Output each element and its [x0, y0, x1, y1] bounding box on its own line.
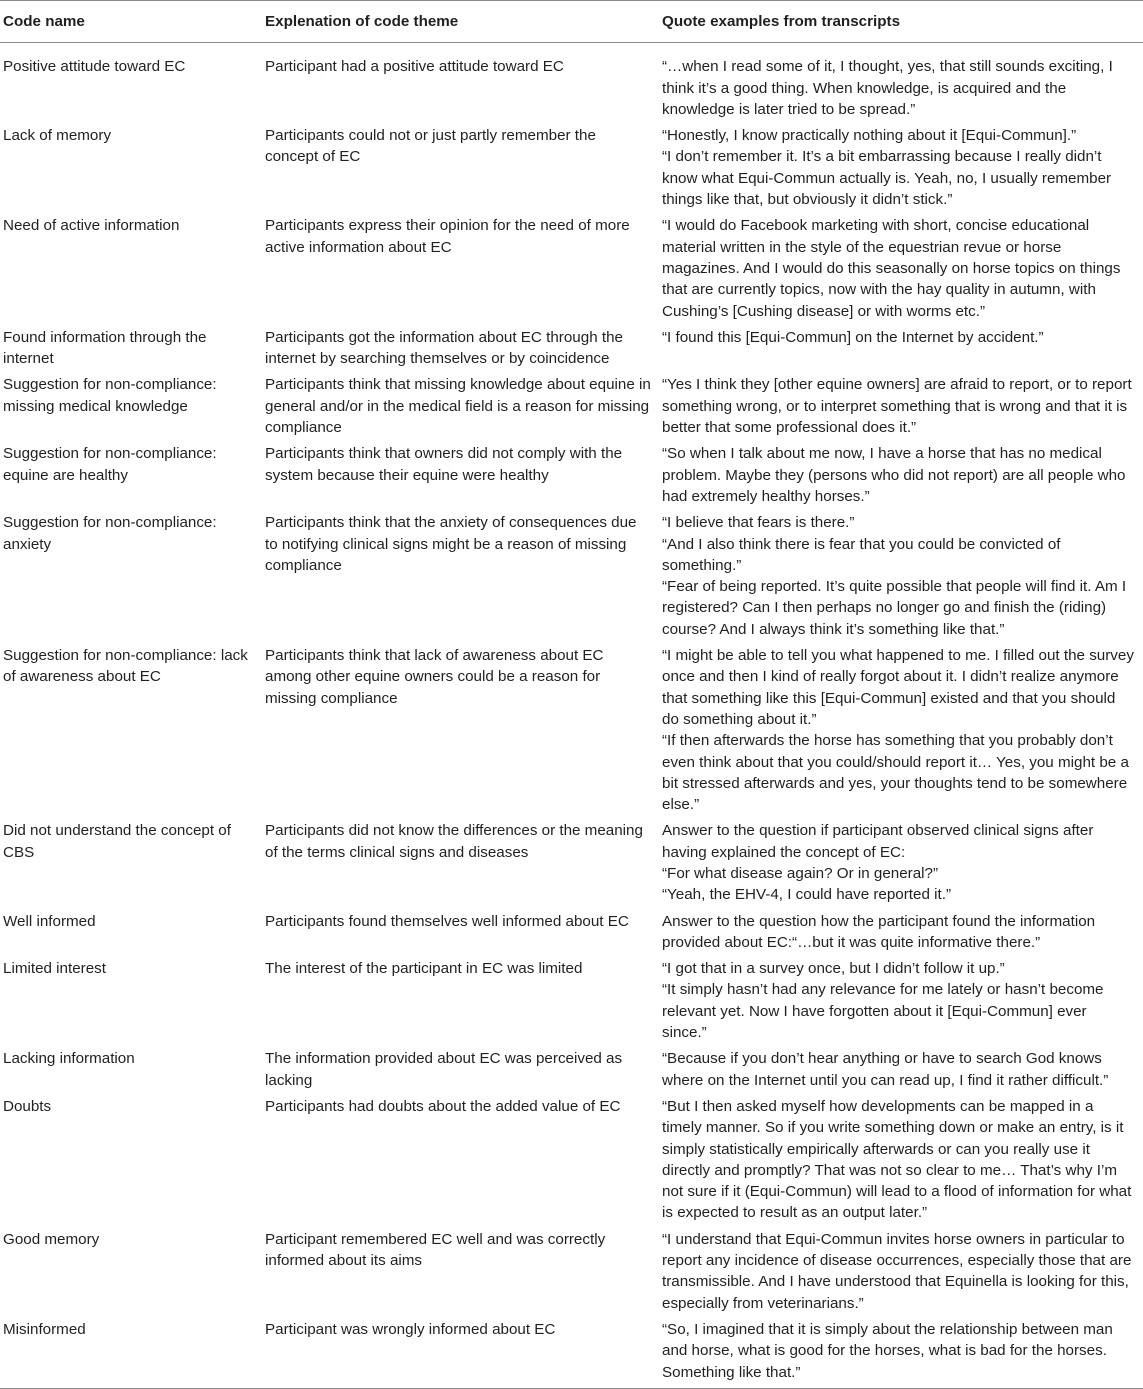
table-row	[0, 43, 1143, 125]
table-row	[0, 958, 1143, 1048]
table-header	[0, 1, 1143, 43]
quotes-cell	[659, 645, 1143, 820]
table-row	[0, 1048, 1143, 1096]
explanation-cell: The information provided about EC was perceived as lacking	[265, 1050, 623, 1089]
quotes-cell	[659, 958, 1143, 1048]
quote-text: “Yes I think they [other equine owners] are afraid to report, or to report something wrong, or to interpret something that is wrong and that it is better that some professional does it.”	[662, 376, 1132, 437]
quote-text: “I got that in a survey once, but I didn’t follow it up.”	[662, 960, 1005, 978]
code-name-cell: Found information through the internet	[3, 328, 207, 368]
table-row	[0, 512, 1143, 645]
table-row	[0, 443, 1143, 512]
code-name-cell: Suggestion for non-compliance: missing medical knowledge	[3, 376, 217, 415]
quote-text: “It simply hasn’t had any relevance for me lately or hasn’t become relevant yet. Now I have forgotten about it [Equi-Commun] ever since.”	[662, 981, 1104, 1042]
explanation-cell: Participants think that owners did not comply with the system because their equine were healthy	[265, 445, 623, 484]
quotes-cell	[659, 443, 1143, 512]
quotes-cell	[659, 1048, 1143, 1096]
code-name-cell: Lacking information	[3, 1050, 135, 1068]
quotes-cell	[659, 215, 1143, 326]
quote-text: “I found this [Equi-Commun] on the Internet by accident.”	[662, 328, 1044, 346]
quote-text: “I understand that Equi-Commun invites horse owners in particular to report any incidence of disease occurrences, especially those that are transmissible. And I have understood that Equinella is looking for this, especially from veterinarians.”	[662, 1230, 1132, 1312]
code-name-cell: Suggestion for non-compliance: anxiety	[3, 514, 217, 553]
quote-text: “But I then asked myself how developments can be mapped in a timely manner. So if you write something down or make an entry, is it simply statistically empirically afterwards or can you really use it directly and promptly? That was not so clear to me… That’s why I’m not sure if it (Equi-Commun) will lead to a flood of information for what is expected to result as an output later.”	[662, 1097, 1132, 1222]
quote-text: “I might be able to tell you what happened to me. I filled out the survey once and then I kind of really forgot about it. I didn’t realize anymore that something like this [Equi-Commun] existed and that you should do something about it.”	[662, 647, 1134, 728]
code-name-cell: Suggestion for non-compliance: lack of awareness about EC	[3, 647, 248, 686]
quote-text: “And I also think there is fear that you could be convicted of something.”	[662, 535, 1061, 574]
table-row	[0, 1096, 1143, 1229]
code-name-cell: Good memory	[3, 1230, 100, 1248]
explanation-cell: Participants think that missing knowledge about equine in general and/or in the medical field is a reason for missing compliance	[265, 376, 651, 437]
table-row	[0, 327, 1143, 375]
explanation-cell: Participant had a positive attitude toward EC	[265, 58, 564, 76]
table-row	[0, 820, 1143, 910]
explanation-cell: Participants found themselves well informed about EC	[265, 912, 629, 930]
explanation-cell: The interest of the participant in EC was limited	[265, 960, 583, 978]
code-name-cell: Positive attitude toward EC	[3, 58, 186, 76]
quote-text: “I would do Facebook marketing with short, concise educational material written in the style of the equestrian revue or horse magazines. And I would do this seasonally on horse topics on things that are currently topics, now with the hay quality in autumn, with Cushing’s [Cushing disease] or with worms etc.”	[662, 217, 1121, 320]
quotes-cell	[659, 43, 1143, 125]
quote-text: “If then afterwards the horse has something that you probably don’t even think about that you could/should report it… Yes, you might be a bit stressed afterwards and yes, your thoughts tend to be somewhere else.”	[662, 732, 1129, 814]
explanation-cell: Participants did not know the differences or the meaning of the terms clinical signs and diseases	[265, 822, 643, 861]
explanation-cell: Participants think that the anxiety of consequences due to notifying clinical signs might be a reason of missing compliance	[265, 514, 637, 574]
quotes-cell	[659, 374, 1143, 443]
explanation-cell: Participants had doubts about the added value of EC	[265, 1097, 621, 1115]
quote-text: “So when I talk about me now, I have a horse that has no medical problem. Maybe they (persons who did not report) are all people who had extremely healthy horses.”	[662, 445, 1126, 505]
quotes-cell	[659, 125, 1143, 215]
table-row	[0, 1319, 1143, 1388]
quote-text: “I believe that fears is there.”	[662, 514, 855, 532]
quote-text: “I don’t remember it. It’s a bit embarrassing because I really didn’t know what Equi-Commun actually is. Yeah, no, I usually remember things like that, but obviously it didn’t stick.”	[662, 148, 1112, 209]
quotes-cell	[659, 820, 1143, 910]
header-row	[0, 1, 1143, 43]
explanation-cell: Participant remembered EC well and was correctly informed about its aims	[265, 1230, 606, 1270]
table-body	[0, 43, 1143, 1389]
explanation-cell: Participants think that lack of awareness about EC among other equine owners could be a reason for missing compliance	[265, 647, 604, 707]
code-name-cell: Limited interest	[3, 960, 106, 978]
quote-text: Answer to the question how the participant found the information provided about EC:“…but it was quite informative there.”	[662, 912, 1096, 951]
table-row	[0, 125, 1143, 215]
code-name-cell: Lack of memory	[3, 127, 112, 145]
explanation-cell: Participants got the information about EC through the internet by searching themselves or by coincidence	[265, 328, 623, 368]
quote-text: “So, I imagined that it is simply about the relationship between man and horse, what is good for the horses, what is bad for the horses. Something like that.”	[662, 1320, 1113, 1381]
table-row	[0, 911, 1143, 959]
quotes-cell	[659, 1096, 1143, 1229]
quote-text: “Because if you don’t hear anything or have to search God knows where on the Internet until you can read up, I find it rather difficult.”	[662, 1050, 1109, 1089]
quote-text: “Yeah, the EHV-4, I could have reported it.”	[662, 886, 952, 904]
quote-text: “…when I read some of it, I thought, yes, that still sounds exciting, I think it’s a good thing. When knowledge, is acquired and the knowledge is later tried to be spread.”	[662, 58, 1113, 118]
quotes-cell	[659, 512, 1143, 645]
code-name-cell: Doubts	[3, 1097, 52, 1115]
table-row	[0, 215, 1143, 326]
quote-text: Answer to the question if participant observed clinical signs after having explained the concept of EC:	[662, 822, 1094, 861]
explanation-cell: Participants express their opinion for the need of more active information about EC	[265, 217, 630, 256]
header-quotes: Quote examples from transcripts	[659, 1, 1143, 43]
table-row	[0, 374, 1143, 443]
quote-text: “Honestly, I know practically nothing about it [Equi-Commun].”	[662, 127, 1077, 145]
explanation-cell: Participants could not or just partly remember the concept of EC	[265, 127, 596, 166]
header-code-name: Code name	[0, 1, 262, 43]
quote-text: “For what disease again? Or in general?”	[662, 864, 939, 882]
quotes-cell	[659, 911, 1143, 959]
quote-text: “Fear of being reported. It’s quite possible that people will find it. Am I registered? Can I then perhaps no longer go and finish the (riding) course? And I always think it’s something like that.”	[662, 578, 1127, 638]
quotes-cell	[659, 1319, 1143, 1388]
quotes-cell	[659, 327, 1143, 375]
code-name-cell: Need of active information	[3, 217, 180, 235]
header-explanation: Explenation of code theme	[262, 1, 659, 43]
explanation-cell: Participant was wrongly informed about EC	[262, 1319, 659, 1388]
table-row	[0, 645, 1143, 820]
table-row	[0, 1229, 1143, 1319]
code-name-cell: Misinformed	[0, 1319, 262, 1388]
code-name-cell: Did not understand the concept of CBS	[3, 822, 231, 861]
quotes-cell	[659, 1229, 1143, 1319]
code-name-cell: Suggestion for non-compliance: equine are healthy	[3, 445, 217, 484]
code-name-cell: Well informed	[3, 912, 96, 930]
